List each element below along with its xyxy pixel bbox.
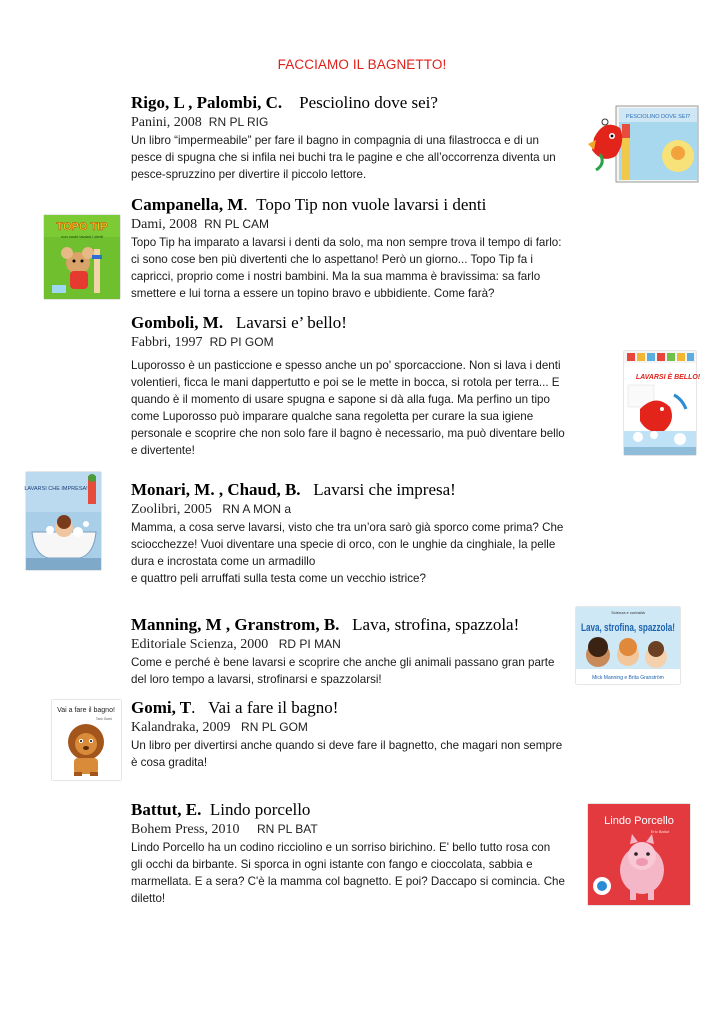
book-publisher-line: [131, 635, 554, 654]
description-line: pesce-spruzzino per divertire il piccolo lettore.: [131, 168, 367, 181]
book-call-number: RN PL GOM: [241, 720, 308, 734]
description-line: Mamma, a cosa serve lavarsi, visto che tra un’ora sarò già sporco come prima? Che: [131, 521, 564, 534]
description-line: quando è il momento di usare spugna e sapone si dà alla fuga. Ma perfino un tipo: [131, 393, 550, 406]
book-title: Lavarsi che impresa!: [313, 480, 456, 499]
book-call-number: RN A MON a: [222, 502, 292, 516]
book-publisher-line: [131, 333, 565, 352]
description-line: e quattro peli arruffati sulla testa come un vecchio istrice?: [131, 572, 426, 585]
cover-title-text: TOPO TIP: [56, 221, 108, 233]
book-description: [131, 654, 554, 688]
description-line: smettere e lui torna a essere un topino bravo e ubbidiente. Come farà?: [131, 287, 495, 300]
book-heading: [131, 312, 565, 333]
cover-subtitle-text: Mick Manning e Brita Granström: [592, 675, 664, 681]
book-heading: [131, 479, 563, 500]
svg-text:Scienza e curiosità: Scienza e curiosità: [611, 610, 645, 615]
book-call-number: RN PL RIG: [208, 115, 269, 129]
book-title: Lindo porcello: [209, 800, 311, 819]
book-cover-lava-strofina: [576, 607, 680, 684]
cover-subtitle-text: Eric Battut: [650, 829, 670, 834]
book-publisher: Fabbri, 1997: [131, 335, 203, 350]
description-line: Topo Tip ha imparato a lavarsi i denti da solo, ma non sempre trova il tempo di farlo:: [131, 236, 562, 249]
book-call-number: RN PL CAM: [204, 217, 270, 231]
book-author: Battut, E.: [131, 800, 202, 819]
book-publisher-line: [131, 215, 561, 234]
book-entry-manning: [131, 614, 554, 688]
book-heading: [131, 92, 556, 113]
book-description: [131, 357, 565, 459]
book-cover-vai-bagno: [52, 700, 121, 780]
book-description: [131, 234, 561, 302]
book-title: Vai a fare il bagno!: [208, 698, 339, 717]
book-author: Campanella, M: [131, 195, 244, 214]
book-entry-gomi: [131, 697, 562, 771]
cover-title-text: Lava, strofina, spazzola!: [581, 622, 675, 634]
book-call-number: RD PI GOM: [209, 335, 274, 349]
book-description: [131, 737, 562, 771]
description-line: è cosa gradita!: [131, 756, 208, 769]
book-entry-battut: [131, 799, 565, 907]
book-author: Manning, M , Granstrom, B.: [131, 615, 340, 634]
page-title: FACCIAMO IL BAGNETTO!: [277, 57, 447, 72]
book-publisher: Dami, 2008: [131, 217, 198, 232]
description-line: dura e incrostata come un armadillo: [131, 555, 316, 568]
book-entry-gomboli: [131, 312, 565, 459]
book-publisher: Kalandraka, 2009: [131, 720, 231, 735]
description-line: Un libro “impermeabile” per fare il bagno in compagnia di una filastrocca e di un: [131, 134, 539, 147]
book-heading: Campanella, M. Topo Tip non vuole lavarsi i denti: [131, 195, 487, 214]
description-line: sciocchezze! Vuoi diventare una specie di orco, con le unghie da cinghiale, la pelle: [131, 538, 556, 551]
description-line: Come e perché è bene lavarsi e scoprire che anche gli animali passano gran parte: [131, 656, 555, 669]
description-line: marmellata. E a sera? C'è la mamma col bagnetto. E poi? Daccapo si comincia. Che: [131, 875, 565, 888]
book-heading: [131, 799, 565, 820]
book-entry-rigo: [131, 92, 556, 183]
book-publisher: Zoolibri, 2005: [131, 502, 212, 517]
cover-title-text: Lindo Porcello: [604, 815, 674, 827]
book-title: Topo Tip non vuole lavarsi i denti: [256, 195, 487, 214]
book-author: Gomboli, M.: [131, 313, 224, 332]
book-cover-pesciolino: [586, 98, 699, 186]
book-publisher-line: [131, 500, 563, 519]
description-line: ci sono cose ben più divertenti che lo aspettano! Però un giorno... Topo Tip fa i: [131, 253, 533, 266]
book-description: [131, 519, 563, 587]
cover-title-text: LAVARSI CHE IMPRESA!: [24, 486, 88, 492]
book-author: Monari, M. , Chaud, B.: [131, 480, 301, 499]
cover-title-text: Vai a fare il bagno!: [57, 707, 115, 714]
book-heading: Gomi, T. Vai a fare il bagno!: [131, 698, 339, 717]
book-author: Rigo, L , Palombi, C.: [131, 93, 283, 112]
book-call-number: RN PL BAT: [257, 822, 318, 836]
book-publisher-line: [131, 113, 556, 132]
book-title: Lavarsi e’ bello!: [235, 313, 347, 332]
description-line: personale e scoprire che non solo fare il bagno è necessario, ma può diventare bello: [131, 427, 565, 440]
book-cover-topo-tip: [44, 215, 120, 299]
book-heading: [131, 614, 554, 635]
description-line: diletto!: [131, 892, 166, 905]
cover-subtitle-text: non vuole lavarsi i denti: [61, 234, 103, 239]
book-publisher: Editoriale Scienza, 2000: [131, 637, 269, 652]
book-entry-monari: [131, 479, 563, 587]
book-call-number: RD PI MAN: [278, 637, 341, 651]
book-entry-campanella: [131, 194, 561, 302]
cover-subtitle-text: Taro Gomi: [95, 717, 113, 721]
book-publisher-line: [131, 820, 565, 839]
description-line: pesce di spugna che si infila nei buchi tra le pagine e che all’occorrenza diventa un: [131, 151, 556, 164]
cover-title-text: PESCIOLINO DOVE SEI?: [625, 114, 691, 120]
book-publisher: Panini, 2008: [131, 115, 202, 130]
book-title: Lava, strofina, spazzola!: [352, 615, 520, 634]
book-description: [131, 839, 565, 907]
book-publisher-line: [131, 718, 562, 737]
cover-title-text: LAVARSI È BELLO!: [635, 374, 701, 381]
description-line: come Luporosso può imparare qualche sana regoletta per curare la sua igiene: [131, 410, 534, 423]
book-title: Pesciolino dove sei?: [299, 93, 438, 112]
description-line: volentieri, ficca le mani dappertutto e poi se le mette in bocca, si rotola per terra... E: [131, 376, 560, 389]
description-line: gli occhi da birbante. Si sporca in ogni istante con fango e cioccolata, sabbia e: [131, 858, 533, 871]
description-line: Lindo Porcello ha un codino ricciolino e un sorriso birichino. E' bello tutto rosa con: [131, 841, 551, 854]
description-line: del loro tempo a lavarsi, strofinarsi e spazzolarsi!: [131, 673, 382, 686]
description-line: Luporosso è un pasticcione e spesso anche un po' sporcaccione. Non si lava i denti: [131, 359, 561, 372]
book-cover-lavarsi-bello: [624, 351, 701, 455]
book-cover-lavarsi-impresa: [26, 472, 101, 570]
description-line: capricci, proprio come i nostri bambini. Ma la sua mamma è bravissima: sa farlo: [131, 270, 541, 283]
description-line: Un libro per divertirsi anche quando si deve fare il bagnetto, che magari non sempre: [131, 739, 563, 752]
book-publisher: Bohem Press, 2010: [131, 822, 240, 837]
description-line: e divertente!: [131, 444, 195, 457]
book-cover-lindo-porcello: [588, 804, 690, 905]
book-author: Gomi, T: [131, 698, 192, 717]
book-description: [131, 132, 556, 183]
